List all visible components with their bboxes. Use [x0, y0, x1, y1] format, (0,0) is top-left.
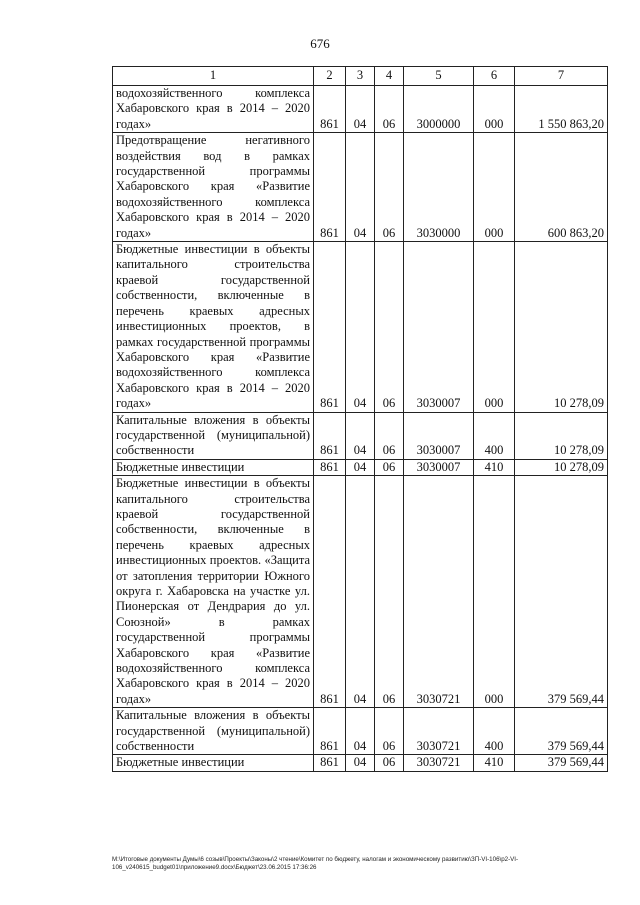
row-subsection: 06 — [375, 459, 404, 475]
table-row — [113, 86, 608, 133]
row-subsection: 06 — [375, 476, 404, 708]
row-expense-type: 000 — [474, 476, 515, 708]
row-expense-type: 410 — [474, 755, 515, 771]
header-col-2: 2 — [314, 67, 346, 86]
row-amount: 379 569,44 — [515, 708, 608, 755]
row-target: 3030721 — [404, 476, 474, 708]
row-subsection: 06 — [375, 86, 404, 133]
row-subsection: 06 — [375, 708, 404, 755]
row-code: 861 — [314, 133, 346, 242]
row-name: Предотвращение негативного воздействия вод в рамках государственной программы Хабаровского края «Развитие водохозяйственного комплекса Хабаровского края в 2014 – 2020 годах» — [113, 133, 314, 242]
row-target: 3000000 — [404, 86, 474, 133]
row-section: 04 — [346, 242, 375, 412]
row-section: 04 — [346, 133, 375, 242]
row-target: 3030721 — [404, 755, 474, 771]
table-row — [113, 755, 608, 771]
row-expense-type: 400 — [474, 708, 515, 755]
row-target: 3030000 — [404, 133, 474, 242]
row-amount: 379 569,44 — [515, 476, 608, 708]
row-amount: 10 278,09 — [515, 242, 608, 412]
row-target: 3030007 — [404, 412, 474, 459]
row-section: 04 — [346, 459, 375, 475]
row-section: 04 — [346, 86, 375, 133]
row-target: 3030007 — [404, 242, 474, 412]
row-subsection: 06 — [375, 133, 404, 242]
row-expense-type: 000 — [474, 133, 515, 242]
row-code: 861 — [314, 412, 346, 459]
row-name: Бюджетные инвестиции в объекты капитального строительства краевой государственной собственности, включенные в перечень краевых адресных инвестиционных проектов. «Защита от затопления территории Южного округа г. Хабаровска на участке ул. Пионерская от Дендрария до ул. Союзной» в рамках государственной программы Хабаровского края «Развитие водохозяйственного комплекса Хабаровского края в 2014 – 2020 годах» — [113, 476, 314, 708]
row-expense-type: 400 — [474, 412, 515, 459]
table-row — [113, 476, 608, 708]
row-code: 861 — [314, 476, 346, 708]
table-row — [113, 708, 608, 755]
row-amount: 10 278,09 — [515, 459, 608, 475]
row-expense-type: 000 — [474, 86, 515, 133]
row-section: 04 — [346, 476, 375, 708]
header-col-4: 4 — [375, 67, 404, 86]
row-subsection: 06 — [375, 412, 404, 459]
document-path-footer: M:\Итоговые документы Думы\6 созыв\Проекты\Законы\2 чтение\Комитет по бюджету, налогам и экономическому развитию\ЗП-VI-106\р2-VI-106_v240615_budget01\приложение9.docx\Бюджет\23.06.2015 17:36:26 — [112, 856, 519, 871]
row-section: 04 — [346, 755, 375, 771]
row-code: 861 — [314, 86, 346, 133]
row-code: 861 — [314, 242, 346, 412]
row-code: 861 — [314, 708, 346, 755]
row-name: Бюджетные инвестиции — [113, 755, 314, 771]
budget-table — [112, 66, 608, 772]
row-section: 04 — [346, 708, 375, 755]
row-section: 04 — [346, 412, 375, 459]
row-expense-type: 410 — [474, 459, 515, 475]
row-name: водохозяйственного комплекса Хабаровского края в 2014 – 2020 годах» — [113, 86, 314, 133]
row-name: Бюджетные инвестиции — [113, 459, 314, 475]
header-col-7: 7 — [515, 67, 608, 86]
row-name: Капитальные вложения в объекты государственной (муниципальной) собственности — [113, 412, 314, 459]
row-amount: 379 569,44 — [515, 755, 608, 771]
table-row — [113, 242, 608, 412]
header-col-1: 1 — [113, 67, 314, 86]
row-code: 861 — [314, 755, 346, 771]
table-row — [113, 412, 608, 459]
header-col-3: 3 — [346, 67, 375, 86]
row-subsection: 06 — [375, 242, 404, 412]
row-target: 3030721 — [404, 708, 474, 755]
header-col-5: 5 — [404, 67, 474, 86]
header-col-6: 6 — [474, 67, 515, 86]
header-row — [113, 67, 608, 86]
table-row — [113, 133, 608, 242]
row-name: Капитальные вложения в объекты государственной (муниципальной) собственности — [113, 708, 314, 755]
table-row — [113, 459, 608, 475]
row-subsection: 06 — [375, 755, 404, 771]
row-expense-type: 000 — [474, 242, 515, 412]
row-amount: 1 550 863,20 — [515, 86, 608, 133]
row-target: 3030007 — [404, 459, 474, 475]
page-number: 676 — [310, 36, 330, 51]
row-name: Бюджетные инвестиции в объекты капитального строительства краевой государственной собственности, включенные в перечень краевых адресных инвестиционных проектов, в рамках государственной программы Хабаровского края «Развитие водохозяйственного комплекса Хабаровского края в 2014 – 2020 годах» — [113, 242, 314, 412]
row-amount: 10 278,09 — [515, 412, 608, 459]
row-code: 861 — [314, 459, 346, 475]
row-amount: 600 863,20 — [515, 133, 608, 242]
